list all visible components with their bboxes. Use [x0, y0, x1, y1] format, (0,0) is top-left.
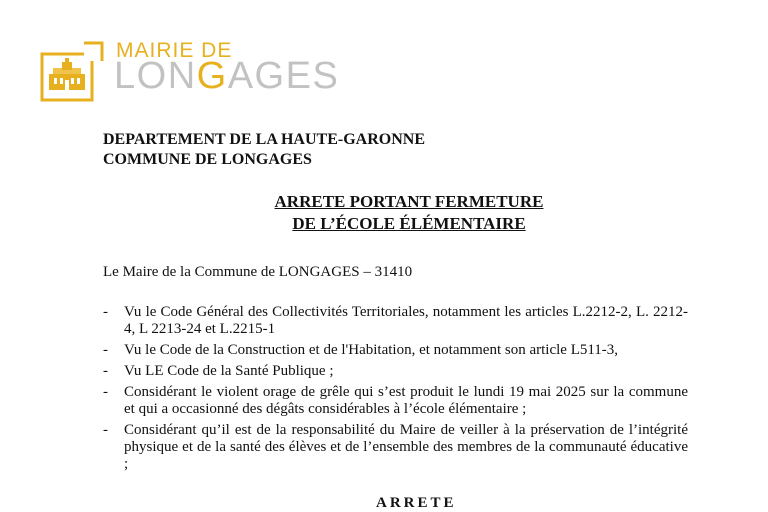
list-item [103, 384, 688, 418]
logo-line2-end: AGES [227, 55, 340, 97]
list-item-text: Vu le Code Général des Collectivités Territoriales, notamment les articles L.2212-2, L. 2212-4, L 2213-24 et L.2215-1 [124, 304, 688, 337]
logo-line-longages [114, 55, 339, 98]
list-item [103, 422, 688, 473]
department-line: DEPARTEMENT DE LA HAUTE-GARONNE [103, 131, 425, 148]
list-item-text: Considérant qu’il est de la responsabilité du Maire de veiller à la préservation de l’intégrité physique et de la santé des élèves et de l’ensemble des membres de la communauté éducative ; [124, 422, 688, 472]
town-hall-logo-icon [40, 38, 106, 104]
title-line-1: ARRETE PORTANT FERMETURE [274, 192, 544, 211]
list-item-text: Considérant le violent orage de grêle qui s’est produit le lundi 19 mai 2025 sur la commune et qui a occasionné des dégâts considérables à l’école élémentaire ; [124, 384, 688, 417]
department-header [103, 130, 425, 170]
mairie-logo [40, 38, 340, 108]
logo-line2-accent: G [196, 55, 228, 97]
commune-line: COMMUNE DE LONGAGES [103, 151, 312, 168]
list-item-text: Vu le Code de la Construction et de l'Habitation, et notamment son article L511-3, [124, 342, 619, 358]
title-line-2: DE L’ÉCOLE ÉLÉMENTAIRE [292, 214, 526, 233]
list-dash: - [103, 363, 108, 379]
list-dash: - [103, 384, 108, 400]
arrete-title [0, 191, 768, 235]
list-item [103, 304, 688, 338]
list-dash: - [103, 304, 108, 320]
list-item [103, 342, 688, 359]
list-dash: - [103, 342, 108, 358]
logo-line2-start: LON [114, 55, 197, 97]
maire-line: Le Maire de la Commune de LONGAGES – 31410 [103, 264, 413, 280]
list-dash: - [103, 422, 108, 438]
list-item-text: Vu LE Code de la Santé Publique ; [124, 363, 334, 379]
considerations-list [103, 304, 688, 477]
arrete-heading: ARRETE [376, 495, 457, 511]
logo-line-mairie-de: MAIRIE DE [116, 39, 233, 62]
list-item [103, 363, 688, 380]
